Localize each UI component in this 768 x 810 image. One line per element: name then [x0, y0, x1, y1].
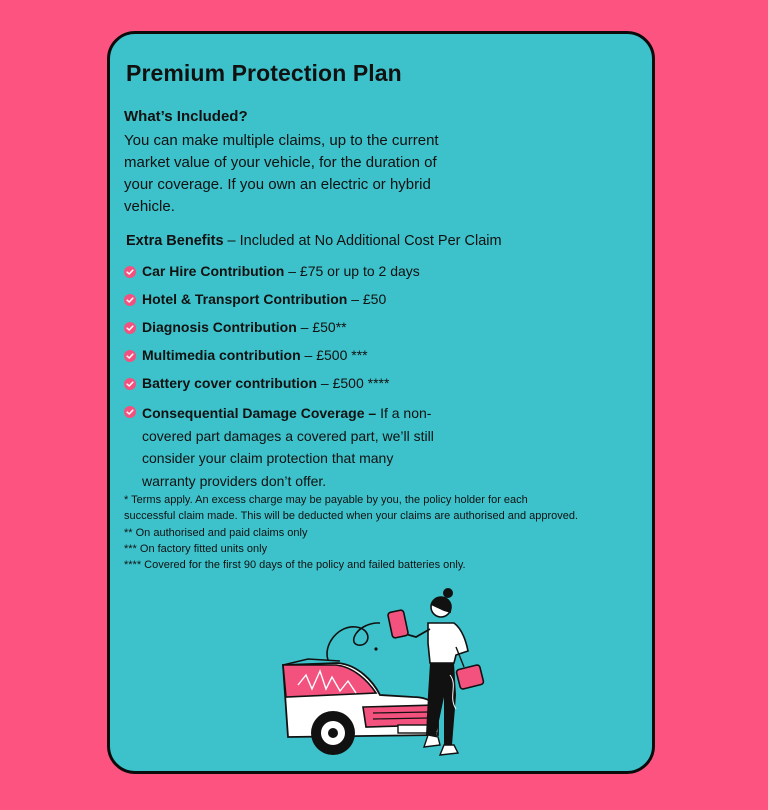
benefit-name: Diagnosis Contribution	[142, 319, 297, 335]
benefit-value: – £500 ****	[317, 375, 390, 391]
footnote-terms-1: * Terms apply. An excess charge may be payable by you, the policy holder for each	[124, 494, 528, 506]
check-circle-icon	[124, 350, 136, 362]
benefit-item	[124, 346, 444, 365]
check-circle-icon	[124, 266, 136, 278]
check-circle-icon	[124, 378, 136, 390]
check-circle-icon	[124, 322, 136, 334]
benefit-item	[124, 402, 444, 492]
included-heading: What’s Included?	[124, 108, 248, 125]
benefit-name: Car Hire Contribution	[142, 263, 285, 279]
benefit-item	[124, 374, 444, 393]
benefit-value: – £75 or up to 2 days	[284, 263, 420, 279]
benefit-item	[124, 318, 444, 337]
benefit-item	[124, 290, 444, 309]
benefits-list	[124, 262, 444, 501]
check-circle-icon	[124, 294, 136, 306]
check-circle-icon	[124, 406, 136, 418]
footnote-authorised: ** On authorised and paid claims only	[124, 526, 308, 539]
benefit-name: Multimedia contribution	[142, 347, 301, 363]
benefit-value: – £500 ***	[300, 347, 368, 363]
footnotes	[124, 492, 634, 573]
breakdown-illustration	[278, 585, 498, 760]
extra-benefits-label: Extra Benefits	[126, 233, 224, 249]
plan-title: Premium Protection Plan	[126, 60, 402, 86]
benefit-value: If a non-covered part damages a covered part, we’ll still consider your claim protection that many warranty providers don’t offer.	[142, 405, 434, 489]
benefit-name: Consequential Damage Coverage –	[142, 405, 377, 421]
footnote-battery: **** Covered for the first 90 days of the policy and failed batteries only.	[124, 559, 466, 572]
footnote-terms-2: successful claim made. This will be deducted when your claims are authorised and approved.	[124, 510, 579, 523]
extra-benefits-subtitle: – Included at No Additional Cost Per Claim	[223, 233, 502, 249]
included-description: You can make multiple claims, up to the current market value of your vehicle, for the duration of your coverage. If you own an electric or hybrid vehicle.	[124, 132, 439, 215]
benefit-name: Hotel & Transport Contribution	[142, 291, 348, 307]
extra-benefits-heading	[126, 233, 502, 249]
benefit-item	[124, 262, 444, 281]
benefit-name: Battery cover contribution	[142, 375, 318, 391]
benefit-value: – £50	[347, 291, 387, 307]
footnote-factory: *** On factory fitted units only	[124, 542, 268, 555]
benefit-value: – £50**	[296, 319, 347, 335]
